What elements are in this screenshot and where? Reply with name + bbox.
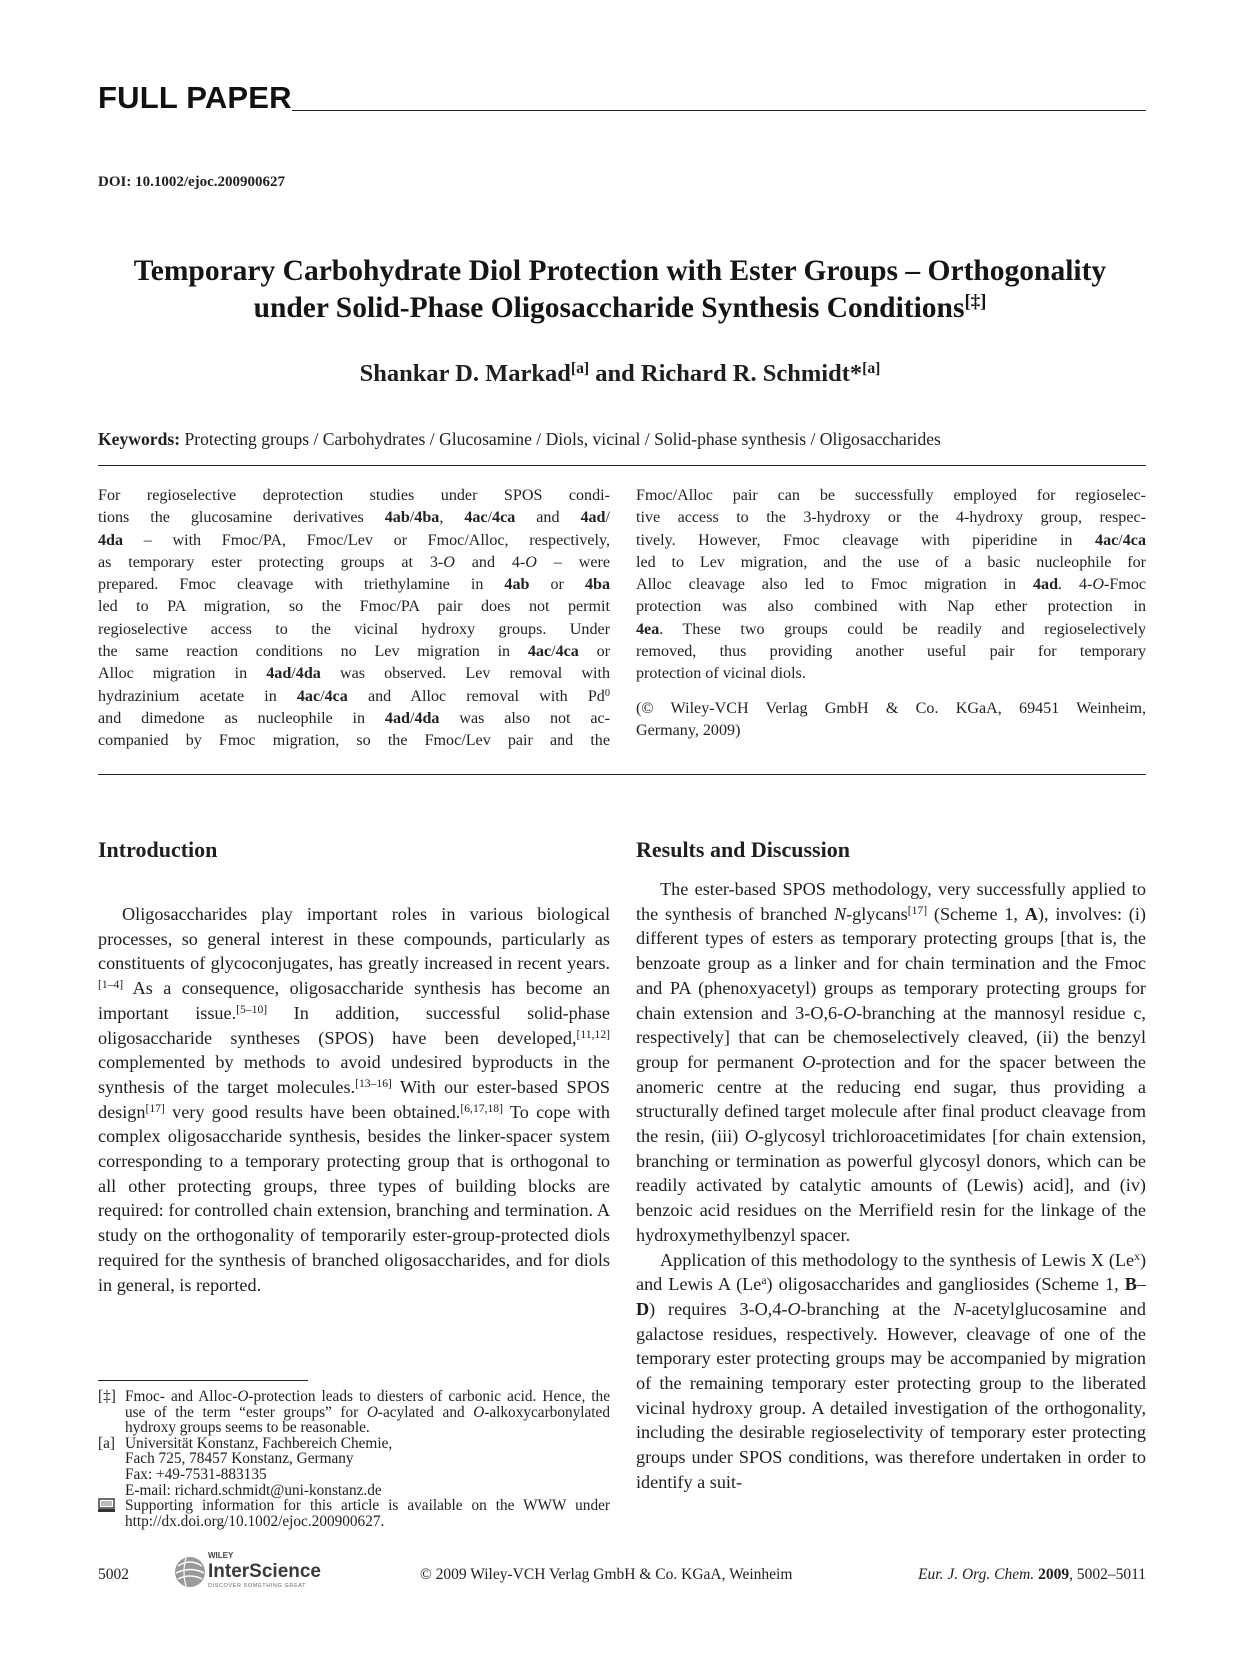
abstract-line: as temporary ester protecting groups at 3-O and 4-O – were: [98, 553, 610, 571]
journal-reference: Eur. J. Org. Chem. 2009, 5002–5011: [918, 1566, 1146, 1583]
footnote-affiliation: [98, 1436, 610, 1498]
keywords: [98, 429, 1146, 450]
abstract-line: tive access to the 3-hydroxy or the 4-hydroxy group, respec-: [636, 509, 1146, 527]
title-footnote-mark: [‡]: [964, 291, 987, 313]
footnote-rule: [98, 1380, 308, 1381]
keywords-label: Keywords:: [98, 429, 181, 449]
computer-icon: [98, 1498, 115, 1517]
header-rule: [292, 110, 1146, 111]
footnotes: [98, 1389, 610, 1529]
title-line-2-text: under Solid-Phase Oligosaccharide Synthesis Conditions: [253, 292, 965, 324]
abstract-line: Alloc cleavage also led to Fmoc migration in 4ad. 4-O-Fmoc: [636, 576, 1147, 594]
footnote-supporting: [98, 1498, 610, 1529]
abstract-right-lines: [636, 485, 1146, 686]
abstract-rule: [98, 774, 1146, 775]
section-label: FULL PAPER: [98, 80, 292, 115]
introduction-text: [98, 902, 610, 1297]
abstract-right-column: [636, 485, 1146, 742]
title-line-2: [80, 290, 1160, 327]
abstract-line: led to Lev migration, and the use of a basic nucleophile for: [636, 553, 1146, 571]
abstract-line: Fmoc/Alloc pair can be successfully employed for regioselec-: [636, 487, 1146, 504]
author-list: [80, 360, 1160, 388]
abstract-line: and dimedone as nucleophile in 4ad/4da was also not ac-: [98, 709, 610, 727]
footnote-dagger-mark: [‡]: [98, 1388, 116, 1405]
article-title: [80, 253, 1160, 327]
footer-copyright: © 2009 Wiley-VCH Verlag GmbH & Co. KGaA, Weinheim: [420, 1566, 793, 1583]
abstract-copyright-line-2: Germany, 2009): [636, 721, 741, 739]
footnote-dagger-text: Fmoc- and Alloc-O-protection leads to diesters of carbonic acid. Hence, the use of the term “ester groups” for O-acylated and O-alkoxycarbonylated hydroxy groups seems to be reasonable.: [125, 1388, 610, 1437]
logo-wiley-text: WILEY: [208, 1551, 234, 1560]
keywords-rule: [98, 465, 1146, 466]
abstract-left-column: [98, 485, 610, 753]
abstract-line: tively. However, Fmoc cleavage with piperidine in 4ac/4ca: [636, 531, 1146, 549]
interscience-logo: [168, 1548, 338, 1592]
title-line-1: Temporary Carbohydrate Diol Protection with Ester Groups – Orthogonality: [133, 255, 1107, 287]
results-paragraph: Application of this methodology to the synthesis of Lewis X (Le$^x$) and Lewis A (Le$^a$) oligosaccharides and gangliosides (Scheme 1, B–D) requires 3-O,4-O-branching at the N-acetylglucosamine and galactose residues, respectively. However, cleavage of one of the temporary ester protecting groups may be accompanied by migration of the remaining temporary ester protecting group to the liberated vicinal hydroxy group. A detailed investigation of the orthogonality, including the desirable regioselectivity of temporary ester protecting groups under SPOS conditions, was therefore undertaken in order to identify a suit-: [636, 1249, 1146, 1492]
author-conjunction: and: [589, 360, 641, 387]
abstract-copyright: [636, 698, 1146, 743]
affil-line-3: Fax: +49-7531-883135: [125, 1465, 267, 1483]
abstract-line: hydrazinium acetate in 4ac/4ca and Alloc removal with Pd$^0$: [98, 687, 610, 705]
results-heading: Results and Discussion: [636, 837, 850, 862]
abstract-line: companied by Fmoc migration, so the Fmoc/Lev pair and the: [98, 732, 610, 750]
abstract-line: For regioselective deprotection studies under SPOS condi-: [98, 487, 610, 504]
page-number: 5002: [98, 1566, 129, 1583]
abstract-line: the same reaction conditions no Lev migration in 4ac/4ca or: [98, 643, 610, 661]
abstract-line: 4da – with Fmoc/PA, Fmoc/Lev or Fmoc/Alloc, respectively,: [98, 531, 610, 549]
introduction-heading: Introduction: [98, 837, 218, 862]
author-1-affil: [a]: [570, 360, 590, 378]
abstract-line: Alloc migration in 4ad/4da was observed. Lev removal with: [98, 665, 610, 683]
footnote-dagger: [98, 1389, 610, 1436]
footnote-affil-mark: [a]: [98, 1434, 115, 1452]
affil-line-2: Fach 725, 78457 Konstanz, Germany: [125, 1450, 354, 1468]
affil-line-4: E-mail: richard.schmidt@uni-konstanz.de: [125, 1481, 382, 1499]
abstract-line: regioselective access to the vicinal hydroxy groups. Under: [98, 620, 610, 638]
introduction-paragraph: Oligosaccharides play important roles in various biological processes, so general interest in these compounds, particularly as constituents of glycoconjugates, has greatly increased in recent years.[1–4] As a consequence, oligosaccharide synthesis has become an important issue.[5–10] In addition, successful solid-phase oligosaccharide syntheses (SPOS) have been developed,[11,12] complemented by methods to avoid undesired byproducts in the synthesis of the target molecules.[13–16] With our ester-based SPOS design[17] very good results have been obtained.[6,17,18] To cope with complex oligosaccharide synthesis, besides the linker-spacer system corresponding to a temporary protecting group that is orthogonal to all other protecting groups, three types of building blocks are required: for controlled chain extension, branching and termination. A study on the orthogonality of temporarily ester-group-protected diols required for the synthesis of branched oligosaccharides, and for diols in general, is reported.: [98, 904, 611, 1295]
abstract-line: protection was also combined with Nap ether protection in: [636, 598, 1146, 616]
keywords-text: Protecting groups / Carbohydrates / Glucosamine / Diols, vicinal / Solid-phase synthesis / Oligosaccharides: [180, 429, 941, 449]
abstract-line: led to PA migration, so the Fmoc/PA pair does not permit: [98, 598, 610, 616]
abstract-line: tions the glucosamine derivatives 4ab/4ba, 4ac/4ca and 4ad/: [98, 509, 610, 527]
abstract-line: removed, thus providing another useful pair for temporary: [636, 643, 1146, 661]
abstract-copyright-line-1: (© Wiley-VCH Verlag GmbH & Co. KGaA, 69451 Weinheim,: [636, 699, 1146, 717]
abstract-line: 4ea. These two groups could be readily and regioselectively: [636, 620, 1146, 638]
author-2-affil: [a]: [862, 360, 881, 378]
results-paragraph: The ester-based SPOS methodology, very successfully applied to the synthesis of branched N-glycans[17] (Scheme 1, A), involves: (i) different types of esters as temporary protecting groups [that is, the benzoate group as a linker and for chain termination and the Fmoc and PA (phenoxyacetyl) groups as temporary protecting groups for chain extension and 3-O,6-O-branching at the mannosyl residue c, respectively] that can be chemoselectively cleaved, (ii) the benzyl group for permanent O-protection and for the spacer between the anomeric centre at the reducing end sugar, thus providing a structurally defined target molecule after final product cleavage from the resin, (iii) O-glycosyl trichloroacetimidates [for chain extension, branching or termination as powerful glycosyl donors, which can be readily activated by catalytic amounts of (Lewis) acid], and (iv) benzoic acid residues on the Merrifield resin for the linkage of the hydroxymethylbenzyl spacer.: [636, 879, 1146, 1245]
abstract-line: protection of vicinal diols.: [636, 665, 806, 683]
doi: DOI: 10.1002/ejoc.200900627: [98, 174, 286, 190]
results-text: [636, 877, 1146, 1495]
author-1: Shankar D. Markad: [359, 360, 571, 387]
logo-interscience-text: InterScience: [208, 1561, 321, 1582]
affil-line-1: Universität Konstanz, Fachbereich Chemie,: [125, 1434, 393, 1452]
logo-tagline-text: DISCOVER SOMETHING GREAT: [208, 1583, 307, 1589]
globe-icon: [175, 1557, 205, 1587]
supporting-info-text: Supporting information for this article is available on the WWW under http://dx.doi.org/10.1002/ejoc.200900627.: [125, 1497, 610, 1530]
abstract-line: prepared. Fmoc cleavage with triethylamine in 4ab or 4ba: [98, 576, 610, 594]
author-2: Richard R. Schmidt*: [640, 360, 863, 387]
